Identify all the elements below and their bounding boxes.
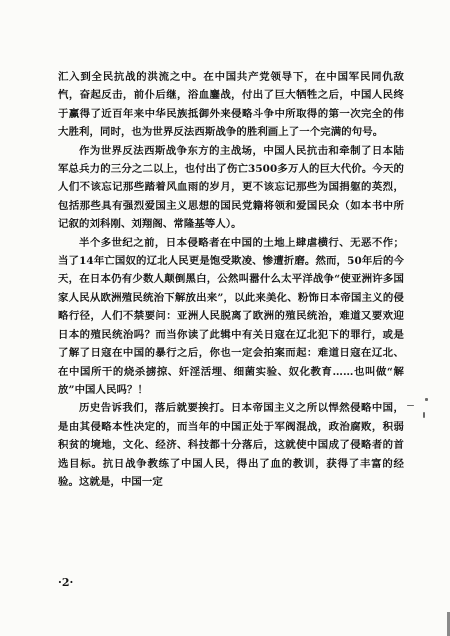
scan-speck <box>423 412 425 418</box>
paragraph-3: 半个多世纪之前，日本侵略者在中国的土地上肆虐横行、无恶不作；当了14年亡国奴的辽北人民更是饱受欺凌、惨遭折磨。然而，50年后的今天，在日本仍有少数人颠倒黑白，公然叫嚣什么太平洋战争“使亚洲许多国家人民从欧洲殖民统治下解放出来”，以此来美化、粉饰日本帝国主义的侵略行径，人们不禁要问：亚洲人民脱离了欧洲的殖民统治，难道又要欢迎日本的殖民统治吗？而当你读了此辑中有关日寇在辽北犯下的罪行，或是了解了日寇在中国的暴行之后，你也一定会拍案而起：难道日寇在辽北、在中国所干的烧杀掳掠、奸淫活埋、细菌实验、奴化教育……也叫做“解放”中国人民吗？！ <box>58 236 404 396</box>
scan-speck <box>425 398 428 401</box>
paragraph-2: 作为世界反法西斯战争东方的主战场，中国人民抗击和牵制了日本陆军总兵力的三分之二以上，也付出了伤亡3500多万人的巨大代价。今天的人们不该忘记那些踏着风血雨的岁月，更不该忘记那些为国捐躯的英烈，包括那些具有强烈爱国主义思想的国民党籍将领和爱国民众（如本书中所记叙的刘科刚、刘翔阁、常隆基等人）。 <box>58 144 404 231</box>
paragraph-4: 历史告诉我们，落后就要挨打。日本帝国主义之所以悍然侵略中国，是由其侵略本性决定的，而当年的中国正处于军阀混战，政治腐败，积弱积贫的境地，文化、经济、科技都十分落后，这就使中国成了侵略者的首选目标。抗日战争教练了中国人民，得出了血的教训，获得了丰富的经验。这就是，中国一定 <box>58 402 404 488</box>
body-text <box>58 68 404 491</box>
page-number: ·2· <box>58 576 74 589</box>
scan-speck <box>407 405 414 406</box>
paragraph-1: 汇入到全民抗战的洪流之中。在中国共产党领导下，在中国军民同仇敌忾，奋起反击，前仆后继，浴血鏖战，付出了巨大牺牲之后，中国人民终于赢得了近百年来中华民族抵御外来侵略斗争中所取得的第一次完全的伟大胜利，同时，也为世界反法西斯战争的胜利画上了一个完满的句号。 <box>58 71 404 139</box>
